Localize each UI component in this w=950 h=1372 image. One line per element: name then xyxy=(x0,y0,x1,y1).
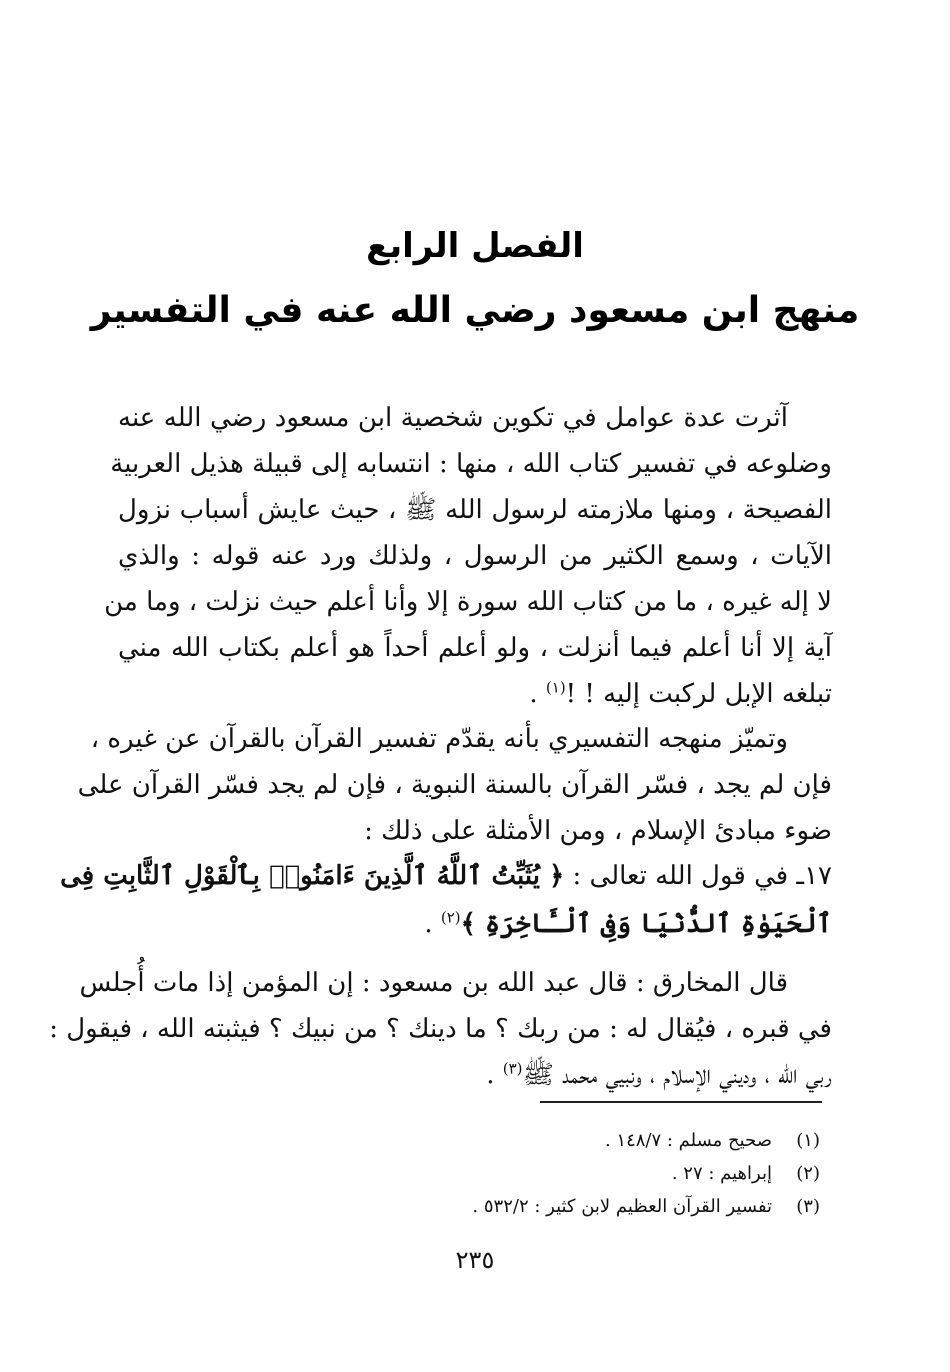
footnote xyxy=(300,1124,820,1157)
text-span: ربي الله ، وديني الإسلام ، ونبيي محمد ﷺ xyxy=(522,1060,832,1090)
period: . xyxy=(424,909,441,939)
text-line: وتميّز منهجه التفسيري بأنه يقدّم تفسير القرآن بالقرآن عن غيره ، xyxy=(90,724,788,754)
footnote-number: (١) xyxy=(796,1130,820,1151)
footnote xyxy=(300,1190,820,1223)
item-lead: ١٧ـ في قول الله تعالى : xyxy=(564,861,832,891)
text-line: الفصيحة ، ومنها ملازمته لرسول الله ﷺ ، حيث عايش أسباب نزول xyxy=(118,495,832,525)
quran-verse-part-2: ٱلْحَيَوٰةِ ٱلدُّنْيَا وَفِى ٱلْـَٔاخِرَةِ ﴾ xyxy=(460,909,832,939)
text-line: آثرت عدة عوامل في تكوين شخصية ابن مسعود رضي الله عنه xyxy=(118,403,788,433)
text-line: وضلوعه في تفسير كتاب الله ، منها : انتسابه إلى قبيلة هذيل العربية xyxy=(110,449,832,479)
footnote-ref-3: (٣) xyxy=(502,1059,523,1078)
footnote-text: صحيح مسلم : ١٤٨/٧ . xyxy=(604,1130,772,1151)
period: . xyxy=(486,1060,503,1090)
text-line: لا إله غيره ، ما من كتاب الله سورة إلا وأنا أعلم حيث نزلت ، وما من xyxy=(104,587,832,617)
text-line xyxy=(118,900,832,948)
paragraph-method xyxy=(77,716,832,854)
text-line: آية إلا أنا أعلم فيما أنزلت ، ولو أعلم أحداً هو أعلم بكتاب الله مني xyxy=(118,633,832,663)
footnote-text: تفسير القرآن العظيم لابن كثير : ٥٣٢/٢ . xyxy=(472,1196,772,1217)
text-line xyxy=(118,671,832,717)
text-line: فإن لم يجد ، فسّر القرآن بالسنة النبوية ، فإن لم يجد فسّر القرآن على xyxy=(77,770,832,800)
footnotes xyxy=(300,1124,820,1223)
footnote-number: (٣) xyxy=(796,1196,820,1217)
paragraph-hadith xyxy=(49,960,832,1098)
footnote-text: إبراهيم : ٢٧ . xyxy=(671,1163,772,1184)
example-item-17 xyxy=(60,852,832,948)
paragraph-intro xyxy=(104,395,832,717)
chapter-heading: الفصل الرابع xyxy=(366,226,584,266)
text-line: قال المخارق : قال عبد الله بن مسعود : إن المؤمن إذا مات أُجلس xyxy=(79,968,788,998)
text-line: ضوء مبادئ الإسلام ، ومن الأمثلة على ذلك : xyxy=(364,816,832,846)
text-line xyxy=(60,852,832,900)
quran-verse-part-1: ﴿ يُثَبِّتُ ٱللَّهُ ٱلَّذِينَ ءَامَنُوا۟ بِٱلْقَوْلِ ٱلثَّابِتِ فِى xyxy=(60,861,565,891)
footnote-number: (٢) xyxy=(796,1163,820,1184)
text-line: في قبره ، فيُقال له : من ربك ؟ ما دينك ؟ من نبيك ؟ فيثبته الله ، فيقول : xyxy=(49,1014,832,1044)
page-number: ٢٣٥ xyxy=(455,1246,495,1274)
text-span: تبلغه الإبل لركبت إليه ! ! xyxy=(565,679,832,709)
footnote-separator xyxy=(540,1101,822,1103)
footnote-ref-1: (١) xyxy=(545,678,566,697)
footnote xyxy=(300,1157,820,1190)
chapter-title: منهج ابن مسعود رضي الله عنه في التفسير xyxy=(90,290,860,331)
footnote-ref-2: (٢) xyxy=(440,908,461,927)
period: . xyxy=(529,679,546,709)
text-line: الآيات ، وسمع الكثير من الرسول ، ولذلك ورد عنه قوله : والذي xyxy=(118,541,832,571)
text-line xyxy=(118,1052,832,1098)
